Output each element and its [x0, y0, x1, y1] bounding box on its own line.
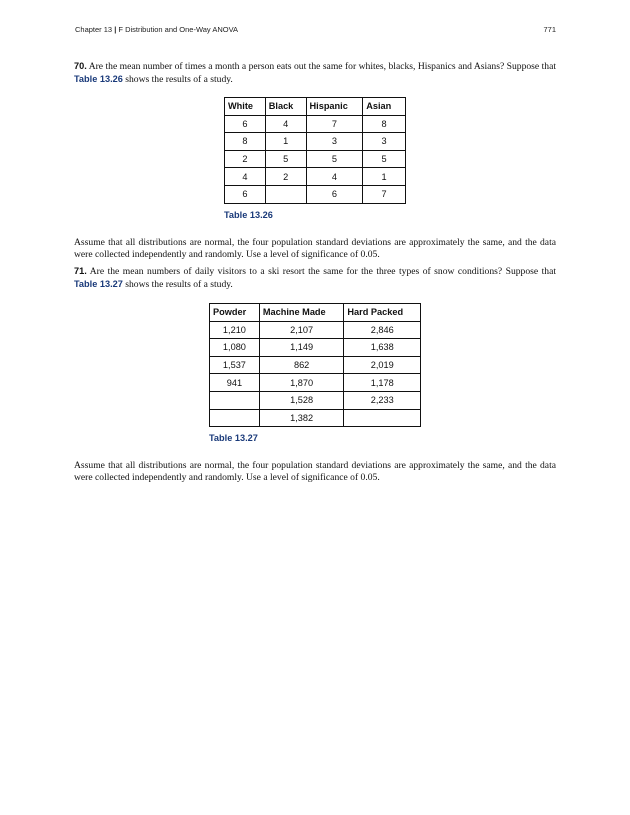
- table-cell: 4: [225, 168, 266, 186]
- assumption-paragraph: Assume that all distributions are normal, the four population standard deviations are approximately the same, and the data were collected independently and randomly. Use a level of significance of 0.05.: [74, 237, 556, 261]
- column-header: Asian: [363, 98, 406, 116]
- table-cell: 1: [265, 133, 306, 151]
- table-row: [210, 339, 421, 357]
- question-text: Are the mean numbers of daily visitors to a ski resort the same for the three types of snow conditions? Suppose that: [86, 266, 556, 277]
- table-13-27: [209, 303, 421, 427]
- table-row: [210, 321, 421, 339]
- table-cell: 4: [306, 168, 363, 186]
- table-row: [210, 374, 421, 392]
- table-cell: 1,178: [344, 374, 421, 392]
- column-header: White: [225, 98, 266, 116]
- table-row: [210, 391, 421, 409]
- column-header: Hispanic: [306, 98, 363, 116]
- column-header: Machine Made: [259, 304, 344, 322]
- page-number: 771: [543, 25, 556, 34]
- chapter-title: F Distribution and One-Way ANOVA: [118, 25, 239, 34]
- table-cell: 3: [363, 133, 406, 151]
- question-number: 70.: [74, 61, 87, 71]
- table-cell: 2: [225, 150, 266, 168]
- table-row: [225, 133, 406, 151]
- table-reference-link[interactable]: Table 13.27: [74, 279, 123, 290]
- table-cell: [210, 409, 260, 427]
- table-cell: 6: [225, 115, 266, 133]
- question-70: [74, 60, 556, 87]
- page-header: [75, 25, 556, 37]
- table-cell: 1,382: [259, 409, 344, 427]
- table-cell: 2,107: [259, 321, 344, 339]
- table-cell: 2,233: [344, 391, 421, 409]
- question-text: Are the mean number of times a month a person eats out the same for whites, blacks, Hispanics and Asians? Suppose that: [86, 61, 556, 72]
- table-row: [225, 168, 406, 186]
- table-cell: [210, 391, 260, 409]
- table-cell: 2,019: [344, 356, 421, 374]
- table-cell: 1: [363, 168, 406, 186]
- table-cell: 3: [306, 133, 363, 151]
- table-caption: Table 13.27: [209, 433, 258, 443]
- table-cell: 5: [306, 150, 363, 168]
- table-cell: 5: [363, 150, 406, 168]
- question-text-end: shows the results of a study.: [122, 74, 233, 86]
- assumption-paragraph: Assume that all distributions are normal, the four population standard deviations are approximately the same, and the data were collected independently and randomly. Use a level of significance of 0.05.: [74, 460, 556, 484]
- table-cell: 2,846: [344, 321, 421, 339]
- table-row: [225, 115, 406, 133]
- column-header: Powder: [210, 304, 260, 322]
- table-cell: 1,149: [259, 339, 344, 357]
- table-cell: 7: [363, 185, 406, 203]
- table-row: [225, 150, 406, 168]
- table-cell: 1,080: [210, 339, 260, 357]
- table-cell: 1,870: [259, 374, 344, 392]
- running-head: [75, 25, 238, 34]
- column-header: Hard Packed: [344, 304, 421, 322]
- table-header-row: [210, 304, 421, 322]
- table-cell: 1,638: [344, 339, 421, 357]
- header-separator: |: [114, 25, 117, 34]
- table-cell: 6: [225, 185, 266, 203]
- table-cell: 7: [306, 115, 363, 133]
- table-cell: 5: [265, 150, 306, 168]
- table-13-26: [224, 97, 406, 204]
- table-cell: 1,528: [259, 391, 344, 409]
- table-caption: Table 13.26: [224, 210, 273, 220]
- table-row: [225, 185, 406, 203]
- table-cell: [344, 409, 421, 427]
- table-cell: 8: [225, 133, 266, 151]
- table-cell: 1,210: [210, 321, 260, 339]
- table-row: [210, 409, 421, 427]
- chapter-prefix: Chapter 13: [75, 25, 113, 34]
- table-cell: 2: [265, 168, 306, 186]
- table-cell: 1,537: [210, 356, 260, 374]
- table-cell: 941: [210, 374, 260, 392]
- table-cell: [265, 185, 306, 203]
- table-row: [210, 356, 421, 374]
- table-cell: 8: [363, 115, 406, 133]
- table-cell: 4: [265, 115, 306, 133]
- question-71: [74, 265, 556, 292]
- table-reference-link[interactable]: Table 13.26: [74, 74, 123, 85]
- table-header-row: [225, 98, 406, 116]
- table-cell: 862: [259, 356, 344, 374]
- question-text-end: shows the results of a study.: [122, 279, 233, 291]
- column-header: Black: [265, 98, 306, 116]
- question-number: 71.: [74, 266, 87, 276]
- table-cell: 6: [306, 185, 363, 203]
